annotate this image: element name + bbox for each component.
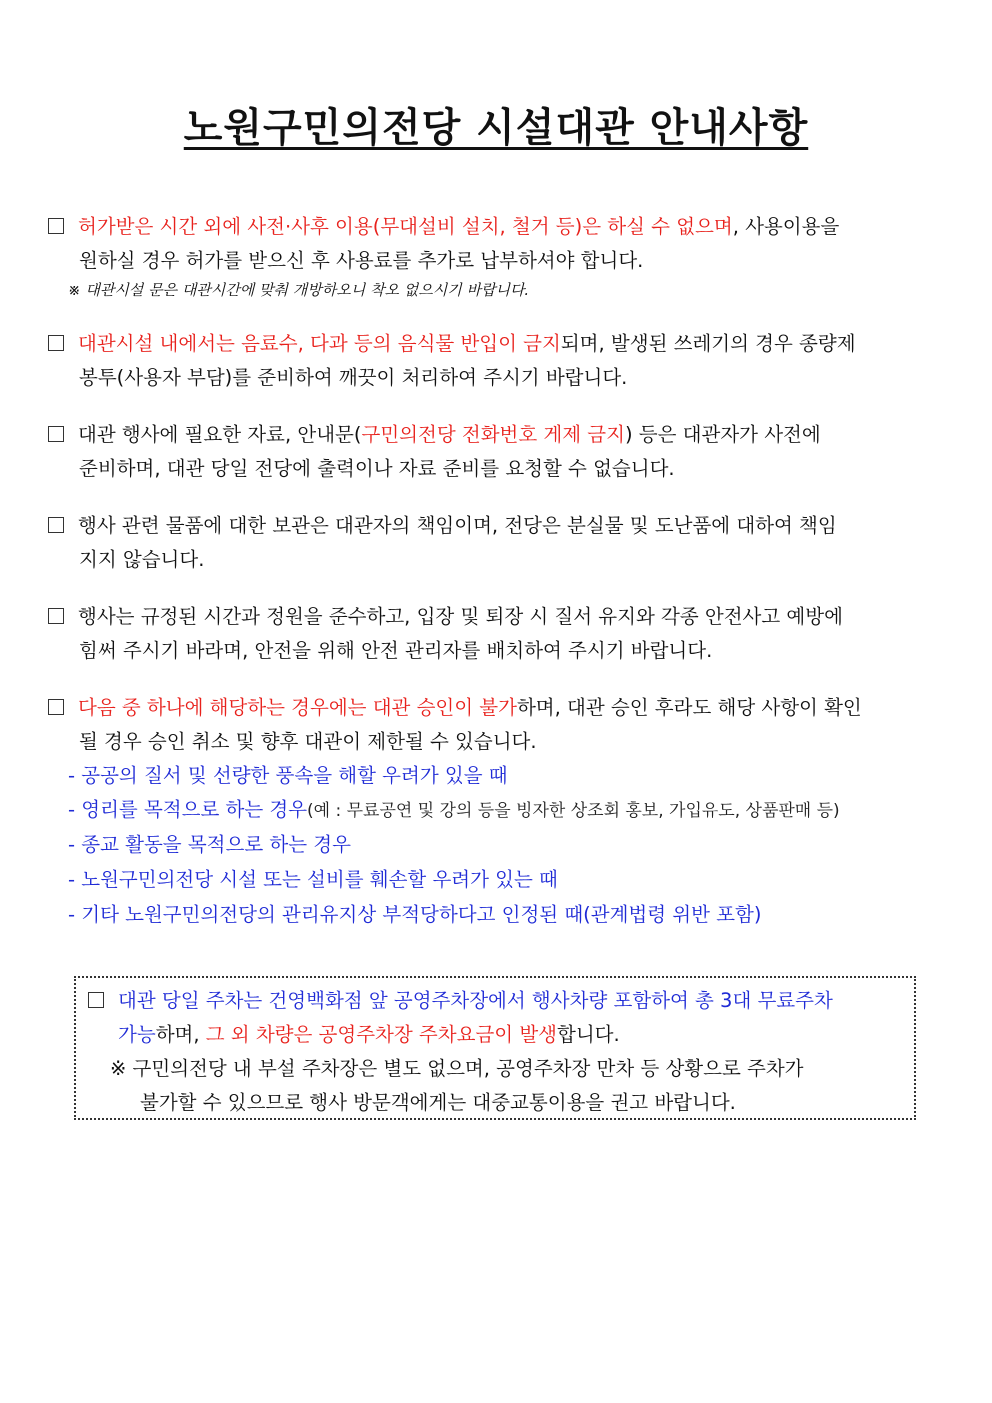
parking-notice-box	[74, 976, 916, 1120]
notice-red-text: 대관시설 내에서는 음료수, 다과 등의 음식물 반입이 금지	[78, 332, 561, 355]
checkbox-icon	[48, 218, 64, 234]
checkbox-icon	[48, 608, 64, 624]
notice-text: 대관 행사에 필요한 자료, 안내문(	[78, 423, 362, 446]
checkbox-icon	[48, 335, 64, 351]
notice-text: 지지 않습니다.	[79, 548, 205, 571]
notice-text: ) 등은 대관자가 사전에	[624, 423, 821, 446]
checkbox-icon	[48, 517, 64, 533]
notice-text: 행사는 규정된 시간과 정원을 준수하고, 입장 및 퇴장 시 질서 유지와 각종 안전사고 예방에	[78, 605, 843, 628]
notice-red-text: 다음 중 하나에 해당하는 경우에는 대관 승인이 불가	[78, 696, 517, 719]
parking-blue-text: 가능	[118, 1023, 156, 1046]
notice-text: 행사 관련 물품에 대한 보관은 대관자의 책임이며, 전당은 분실물 및 도난품에 대하여 책임	[78, 514, 837, 537]
notice-item-materials	[48, 418, 948, 486]
notice-text: 준비하며, 대관 당일 전당에 출력이나 자료 준비를 요청할 수 없습니다.	[79, 457, 675, 480]
checkbox-icon	[48, 699, 64, 715]
restriction-item: - 공공의 질서 및 선량한 풍속을 해할 우려가 있을 때	[68, 764, 508, 787]
restriction-item: - 종교 활동을 목적으로 하는 경우	[68, 833, 351, 856]
restriction-item: - 영리를 목적으로 하는 경우(예 : 무료공연 및 강의 등을 빙자한 상조회 홍보, 가입유도, 상품판매 등)	[68, 798, 840, 821]
restriction-item: - 노원구민의전당 시설 또는 설비를 훼손할 우려가 있는 때	[68, 868, 558, 891]
notice-note: ※ 대관시설 문은 대관시간에 맞춰 개방하오니 착오 없으시기 바랍니다.	[68, 281, 530, 299]
notice-item-time	[48, 210, 948, 302]
notice-text: , 사용이용을	[732, 215, 840, 238]
parking-text: 하며,	[155, 1023, 206, 1046]
notice-item-restrictions	[48, 691, 948, 759]
parking-note: ※ 구민의전당 내 부설 주차장은 별도 없으며, 공영주차장 만차 등 상황으로 주차가	[110, 1057, 804, 1080]
checkbox-icon	[48, 426, 64, 442]
parking-red-text: 그 외 차량은 공영주차장 주차요금이 발생	[205, 1023, 557, 1046]
notice-red-text: 허가받은 시간 외에 사전·사후 이용(무대설비 설치, 철거 등)은 하실 수 없으며	[78, 215, 733, 238]
notice-text: 봉투(사용자 부담)를 준비하여 깨끗이 처리하여 주시기 바랍니다.	[79, 366, 628, 389]
page-title: 노원구민의전당 시설대관 안내사항	[183, 105, 809, 151]
notice-item-food	[48, 327, 948, 395]
notice-item-storage	[48, 509, 948, 577]
parking-text: 합니다.	[557, 1023, 620, 1046]
checkbox-icon	[88, 992, 104, 1008]
notice-red-text: 구민의전당 전화번호 게제 금지	[361, 423, 625, 446]
notice-text: 힘써 주시기 바라며, 안전을 위해 안전 관리자를 배치하여 주시기 바랍니다.	[79, 639, 713, 662]
parking-note: 불가할 수 있으므로 행사 방문객에게는 대중교통이용을 권고 바랍니다.	[140, 1091, 736, 1114]
notice-text: 될 경우 승인 취소 및 향후 대관이 제한될 수 있습니다.	[79, 730, 537, 753]
restriction-item: - 기타 노원구민의전당의 관리유지상 부적당하다고 인정된 때(관계법령 위반 포함)	[68, 903, 762, 926]
parking-blue-text: 대관 당일 주차는 건영백화점 앞 공영주차장에서 행사차량 포함하여 총 3대 무료주차	[118, 989, 833, 1012]
notice-item-safety	[48, 600, 948, 668]
notice-text: 되며, 발생된 쓰레기의 경우 종량제	[560, 332, 856, 355]
notice-text: 하며, 대관 승인 후라도 해당 사항이 확인	[516, 696, 862, 719]
notice-text: 원하실 경우 허가를 받으신 후 사용료를 추가로 납부하셔야 합니다.	[79, 249, 644, 272]
